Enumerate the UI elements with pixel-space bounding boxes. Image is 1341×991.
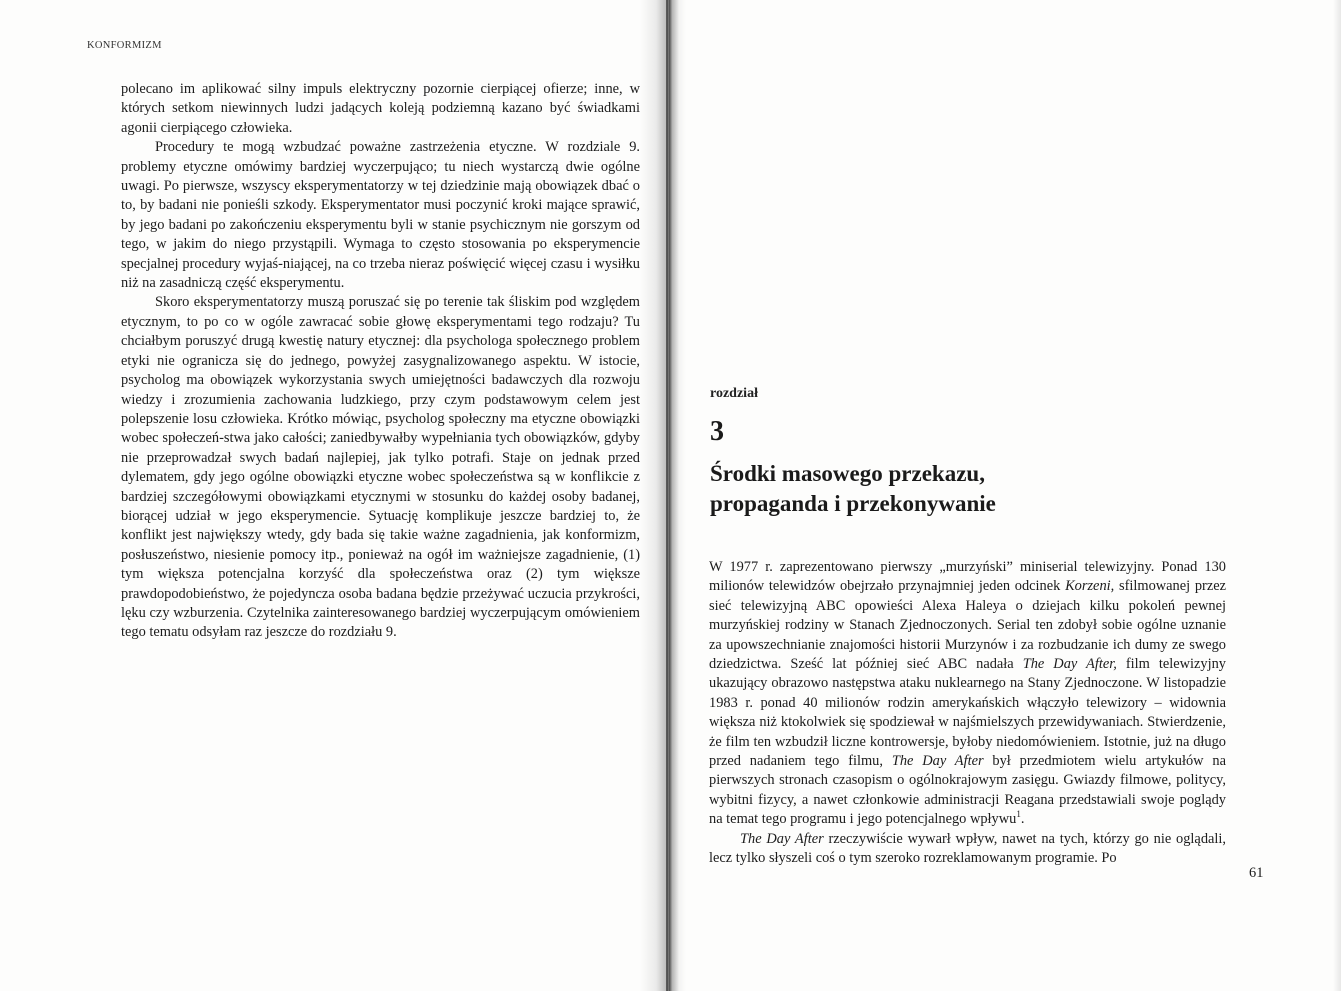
text-run: był przedmiotem wielu artykułów na pierwszych stronach czasopism o ogólnokrajowym zasięgu. Gwiazdy filmowe, politycy, wybitni fizycy, a nawet członkowie administracji Reagana przedstawiali swoje poglądy na temat tego programu i jego potencjalnego wpływu [709, 753, 1226, 828]
text-run: W 1977 r. zaprezentowano pierwszy „murzyński” miniserial telewizyjny. Ponad 130 milionów telewidzów obejrzało przynajmniej jeden odcinek [709, 559, 1226, 595]
left-paragraph-3: Skoro eksperymentatorzy muszą poruszać się po terenie tak śliskim pod względem etycznym, to po co w ogóle zawracać sobie głowę eksperymentami tego rodzaju? Tu chciałbym poruszyć drugą kwestię natury etycznej: dla psychologa społecznego problem etyki nie ogranicza się do jednego, powyżej zasygnalizowanego aspektu. W istocie, psycholog ma obowiązek wykorzystania swych umiejętności badawczych dla rozwoju wiedzy i zrozumienia zachowania ludzkiego, przy czym podstawowym celem jest polepszenie losu człowieka. Krótko mówiąc, psycholog społeczny ma etyczne obowiązki wobec społeczeń-stwa jako całości; zaniedbywałby wypełniania tych obowiązków, gdyby nie przeprowadzał swych badań najlepiej, jak tylko potrafi. Staje on jednak przed dylematem, gdy jego ogólne obowiązki etyczne wobec społeczeństwa są w konflikcie z bardziej szczegółowymi obowiązkami etycznymi w stosunku do każdej osoby badanej, biorącej udział w jego eksperymencie. Sytuację komplikuje jeszcze bardziej to, że konflikt jest największy wtedy, gdy bada się takie ważne zagadnienia, jak konformizm, posłuszeństwo, niesienie pomocy itp., ponieważ na ogół im ważniejsze zagadnienie, (1) tym większa potencjalna korzyść dla społeczeństwa oraz (2) tym większe prawdopodobieństwo, że pojedyncza osoba badana będzie przeżywać uczucia przykrości, lęku czy wzburzenia. Czytelnika zainteresowanego bardziej wyczerpującym omówieniem tego tematu odsyłam raz jeszcze do rozdziału 9. [121, 294, 640, 641]
text-run: . [1020, 811, 1025, 828]
text-run: sfilmowanej przez sieć telewizyjną ABC opowieści Alexa Haleya o dziejach kilku pokoleń pewnej murzyńskiej rodziny w Stanach Zjednoczonych. Serial ten zdobył sobie ogólne uznanie za upowszechnianie znajomości historii Murzynów i za rozbudzanie ich dumy ze swego dziedzictwa. Sześć lat później sieć ABC nadała [709, 578, 1226, 673]
left-paragraph-2: Procedury te mogą wzbudzać poważne zastrzeżenia etyczne. W rozdziale 9. problemy etyczne omówimy bardziej wyczerpująco; tu niech wystarczą dwie ogólne uwagi. Po pierwsze, wszyscy eksperymentatorzy w tej dziedzinie mają obowiązek dbać o to, by badani nie ponieśli szkody. Eksperymentator musi poczynić kroki mające sprawić, by jego badani po zakończeniu eksperymentu byli w stanie psychicznym nie gorszym od tego, w jakim do niego przystąpili. Wymaga to często stosowania po eksperymencie specjalnej procedury wyjaś-niającej, na co trzeba nieraz poświęcić więcej czasu i wysiłku niż na zasadniczą część eksperymentu. [121, 139, 640, 292]
page-number: 61 [1249, 865, 1264, 881]
title-the-day-after: The Day After [740, 830, 824, 847]
left-paragraph-1: polecano im aplikować silny impuls elektryczny pozornie cierpiącej ofierze; inne, w których setkom niewinnych ludzi jadących koleją podziemną kazano być świadkami agonii cierpiącego człowieka. [121, 81, 640, 136]
title-korzeni: Korzeni, [1065, 578, 1115, 595]
right-paragraph-2 [709, 830, 1226, 869]
text-run: rzeczywiście wywarł wpływ, nawet na tych, którzy go nie oglądali, lecz tylko słyszeli coś o tym szeroko rozreklamowanym programie. Po [709, 830, 1226, 867]
chapter-number: 3 [710, 416, 724, 447]
title-the-day-after: The Day After, [1022, 656, 1117, 673]
chapter-title-line-2: propaganda i przekonywanie [710, 491, 996, 516]
page-edge [1333, 0, 1341, 991]
chapter-title [710, 459, 1230, 519]
chapter-label: rozdział [710, 386, 758, 401]
footnote-marker: 1 [1016, 809, 1021, 820]
chapter-title-line-1: Środki masowego przekazu, [710, 461, 985, 486]
book-gutter-line [666, 0, 668, 991]
left-page-body [121, 80, 640, 643]
running-head: KONFORMIZM [87, 40, 162, 51]
text-run: film telewizyjny ukazujący obrazowo następstwa ataku nuklearnego na Stany Zjednoczone. W listopadzie 1983 r. ponad 40 milionów rodzin amerykańskich włączyło telewizory – widownia większa niż ktokolwiek się spodziewał w najśmielszych przewidywaniach. Stwierdzenie, że film ten wzbudził liczne kontrowersje, byłoby niedomówieniem. Istotnie, już na długo przed nadaniem tego filmu, [709, 656, 1226, 770]
right-paragraph-1 [709, 558, 1226, 830]
book-gutter-shadow [640, 0, 686, 991]
right-page-body [709, 558, 1226, 869]
title-the-day-after: The Day After [891, 753, 984, 770]
